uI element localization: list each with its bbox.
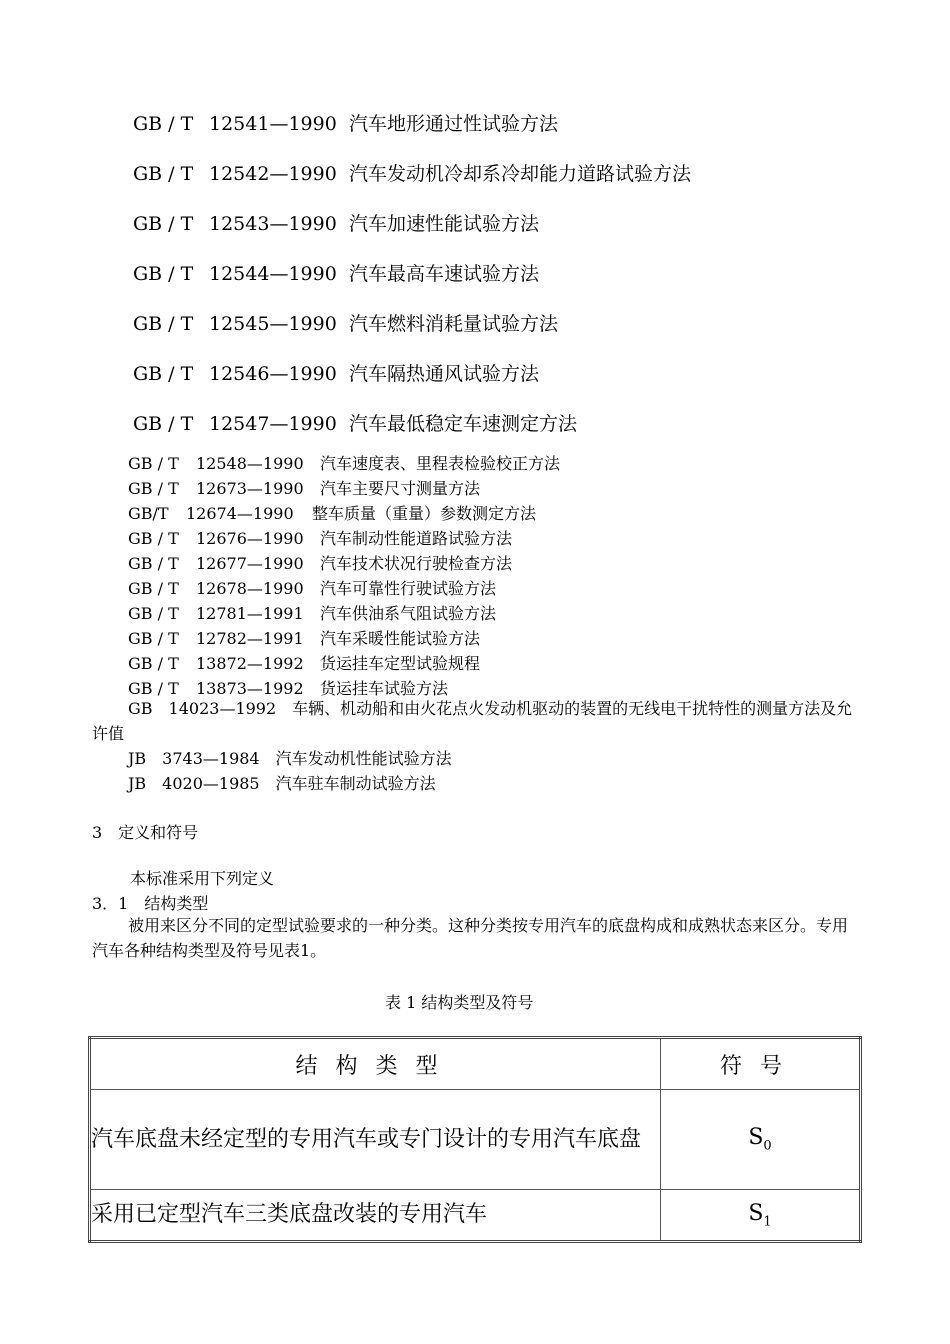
standard-code: GB / T — [133, 413, 194, 435]
standard-code: GB / T — [133, 313, 194, 335]
standard-code: GB / T — [128, 479, 179, 498]
section-heading: 3 定义和符号 — [92, 823, 199, 842]
standard-title: 汽车主要尺寸测量方法 — [320, 479, 481, 498]
table-row — [90, 1090, 861, 1190]
standard-title: 汽车最高车速试验方法 — [349, 263, 540, 285]
header-structure-type: 结构类型 — [90, 1038, 661, 1090]
standard-code: GB / T — [128, 554, 179, 573]
symbol-cell — [661, 1190, 861, 1242]
standard-number: 12677—1990 — [196, 554, 304, 573]
standard-code: GB / T — [128, 629, 179, 648]
subsection-heading: 3．1 结构类型 — [92, 894, 209, 913]
standard-number: 12542—1990 — [209, 163, 337, 185]
standard-code: GB / T — [128, 679, 179, 698]
standard-number: 12545—1990 — [209, 313, 337, 335]
standard-line — [133, 259, 539, 286]
standard-number: 12781—1991 — [196, 604, 304, 623]
standard-gb14023: GB 14023—1992 车辆、机动船和由火花点火发动机驱动的装置的无线电干扰特性的测量方法及允许值 — [92, 699, 853, 743]
symbol-subscript: 0 — [763, 1138, 772, 1154]
standard-number: 12547—1990 — [209, 413, 337, 435]
standard-code: GB / T — [128, 579, 179, 598]
jb-standard-line: JB 4020—1985 汽车驻车制动试验方法 — [128, 774, 436, 793]
standard-code: GB / T — [133, 113, 194, 135]
standard-line — [128, 576, 496, 599]
standard-line — [133, 409, 577, 436]
standard-title: 汽车燃料消耗量试验方法 — [349, 313, 559, 335]
standard-title: 汽车最低稳定车速测定方法 — [349, 413, 578, 435]
standard-code: GB / T — [128, 604, 179, 623]
standard-line — [128, 626, 480, 649]
symbol-cell — [661, 1090, 861, 1190]
symbol-subscript: 1 — [763, 1214, 772, 1230]
symbol-letter: S — [748, 1125, 764, 1151]
standard-line — [128, 451, 560, 474]
table-row — [90, 1190, 861, 1242]
standard-line — [128, 526, 512, 549]
standard-title: 货运挂车定型试验规程 — [320, 654, 481, 673]
structure-type-cell: 汽车底盘未经定型的专用汽车或专门设计的专用汽车底盘 — [90, 1090, 661, 1190]
standard-title: 货运挂车试验方法 — [320, 679, 449, 698]
structure-type-table — [88, 1036, 862, 1243]
header-symbol: 符号 — [661, 1038, 861, 1090]
standard-title: 汽车隔热通风试验方法 — [349, 363, 540, 385]
section-intro: 本标准采用下列定义 — [130, 869, 275, 888]
standard-line — [133, 309, 558, 336]
table-header-row — [90, 1038, 861, 1090]
standard-line — [133, 359, 539, 386]
standard-line — [133, 109, 558, 136]
standard-title: 汽车采暖性能试验方法 — [320, 629, 481, 648]
standard-code: GB / T — [133, 363, 194, 385]
standard-code: GB / T — [133, 263, 194, 285]
standard-number: 12673—1990 — [196, 479, 304, 498]
jb-standard-line: JB 3743—1984 汽车发动机性能试验方法 — [128, 749, 452, 768]
standard-title: 汽车可靠性行驶试验方法 — [320, 579, 497, 598]
standard-title: 汽车供油系气阻试验方法 — [320, 604, 497, 623]
standard-line — [128, 551, 512, 574]
standard-title: 汽车地形通过性试验方法 — [349, 113, 559, 135]
standard-number: 12544—1990 — [209, 263, 337, 285]
standard-line — [133, 159, 691, 186]
standard-code: GB / T — [128, 454, 179, 473]
symbol-letter: S — [748, 1200, 764, 1226]
standard-number: 12782—1991 — [196, 629, 304, 648]
standard-number: 12674—1990 — [186, 504, 294, 523]
standard-number: 12541—1990 — [209, 113, 337, 135]
standard-number: 12676—1990 — [196, 529, 304, 548]
standard-title: 整车质量（重量）参数测定方法 — [312, 504, 537, 523]
standard-title: 汽车加速性能试验方法 — [349, 213, 540, 235]
structure-type-cell: 采用已定型汽车三类底盘改装的专用汽车 — [90, 1190, 661, 1242]
standard-line — [128, 601, 496, 624]
standard-code: GB / T — [128, 529, 179, 548]
standard-number: 12543—1990 — [209, 213, 337, 235]
standard-line — [128, 651, 480, 674]
standard-number: 12546—1990 — [209, 363, 337, 385]
standard-number: 12678—1990 — [196, 579, 304, 598]
standard-line — [128, 476, 480, 499]
standard-line — [128, 501, 536, 524]
standard-code: GB / T — [133, 213, 194, 235]
standard-number: 13873—1992 — [196, 679, 304, 698]
standard-code: GB / T — [133, 163, 194, 185]
standard-code: GB / T — [128, 654, 179, 673]
standard-title: 汽车速度表、里程表检验校正方法 — [320, 454, 561, 473]
standard-line — [133, 209, 539, 236]
table-caption: 表 1 结构类型及符号 — [385, 993, 534, 1012]
standard-title: 汽车发动机冷却系冷却能力道路试验方法 — [349, 163, 692, 185]
standard-number: 13872—1992 — [196, 654, 304, 673]
standard-number: 12548—1990 — [196, 454, 304, 473]
subsection-body: 被用来区分不同的定型试验要求的一种分类。这种分类按专用汽车的底盘构成和成熟状态来区分。专用汽车各种结构类型及符号见表1。 — [92, 916, 849, 960]
standard-title: 汽车制动性能道路试验方法 — [320, 529, 513, 548]
standard-code: GB/T — [128, 504, 169, 523]
standard-title: 汽车技术状况行驶检查方法 — [320, 554, 513, 573]
